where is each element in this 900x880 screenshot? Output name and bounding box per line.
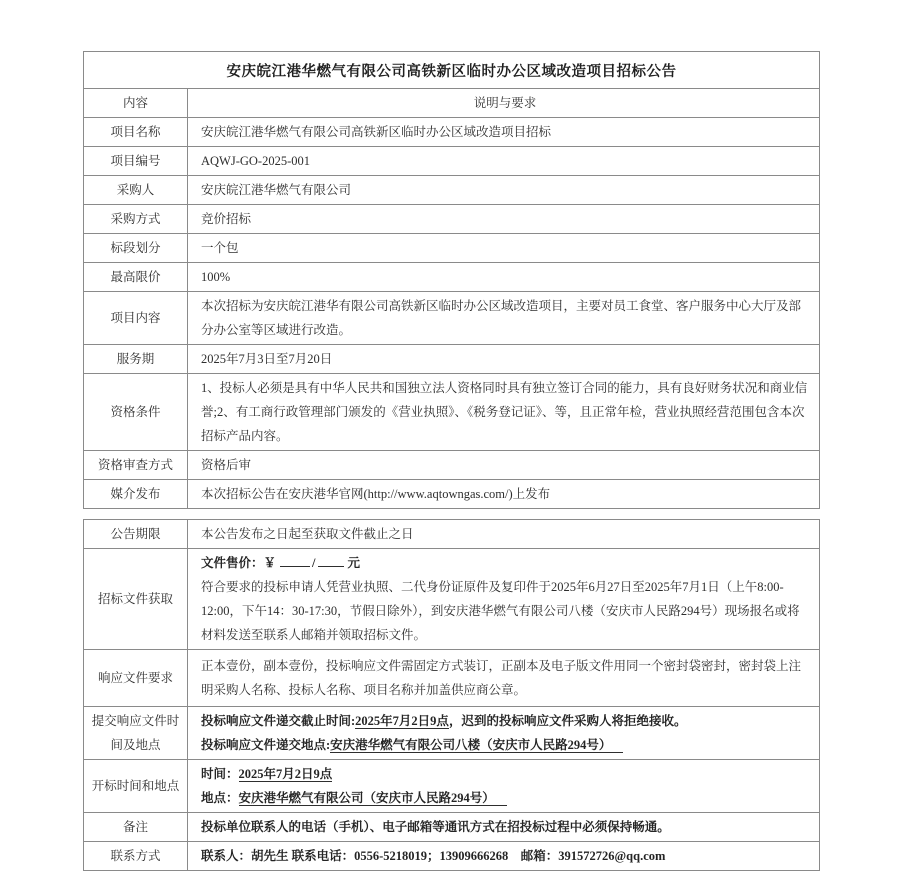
row-value: 资格后审 (188, 451, 820, 480)
bid-announcement-table (83, 51, 820, 509)
doc-price-line (201, 551, 809, 575)
row-label: 媒介发布 (84, 480, 188, 509)
row-qual-review-method (84, 451, 820, 480)
submit-deadline-prefix: 投标响应文件递交截止时间: (201, 714, 356, 728)
submit-deadline-value: 2025年7月2日9点 (355, 714, 449, 728)
row-label: 提交响应文件时间及地点 (84, 707, 188, 760)
price-blank-1 (280, 554, 310, 567)
row-value: 本次招标为安庆皖江港华有限公司高铁新区临时办公区域改造项目，主要对员工食堂、客户服务中心大厅及部分办公室等区域进行改造。 (188, 292, 820, 345)
bid-details-table (83, 519, 820, 871)
row-opening-time-place (84, 760, 820, 813)
table-gap (83, 509, 819, 519)
submit-place-value: 安庆港华燃气有限公司八楼（安庆市人民路294号） (330, 738, 623, 753)
row-value (188, 549, 820, 650)
row-label: 服务期 (84, 345, 188, 374)
submit-deadline-suffix: ，迟到的投标响应文件采购人将拒绝接收。 (448, 714, 687, 728)
header-desc-label: 说明与要求 (188, 89, 820, 118)
row-value (188, 707, 820, 760)
row-label: 采购人 (84, 176, 188, 205)
table1-header-row (84, 89, 820, 118)
row-label: 项目名称 (84, 118, 188, 147)
submit-place-prefix: 投标响应文件递交地点: (201, 738, 331, 752)
document-page (83, 51, 819, 871)
row-max-price (84, 263, 820, 292)
row-value (188, 760, 820, 813)
document-title: 安庆皖江港华燃气有限公司高铁新区临时办公区域改造项目招标公告 (84, 52, 820, 89)
row-label: 公告期限 (84, 520, 188, 549)
row-project-number (84, 147, 820, 176)
row-value: 2025年7月3日至7月20日 (188, 345, 820, 374)
row-value: 正本壹份，副本壹份，投标响应文件需固定方式装订，正副本及电子版文件用同一个密封袋密封，密封袋上注明采购人名称、投标人名称、项目名称并加盖供应商公章。 (188, 650, 820, 707)
row-value: 100% (188, 263, 820, 292)
row-announce-period (84, 520, 820, 549)
row-value: 1、投标人必须是具有中华人民共和国独立法人资格同时具有独立签订合同的能力，具有良好财务状况和商业信誉;2、有工商行政管理部门颁发的《营业执照》、《税务登记证》、等，且正常年检，营业执照经营范围包含本次招标产品内容。 (188, 374, 820, 451)
row-purchaser (84, 176, 820, 205)
opening-place-line (201, 786, 809, 810)
row-media-publish (84, 480, 820, 509)
row-label: 招标文件获取 (84, 549, 188, 650)
row-project-content (84, 292, 820, 345)
header-content-label: 内容 (84, 89, 188, 118)
opening-place-value: 安庆港华燃气有限公司（安庆市人民路294号） (239, 791, 507, 806)
opening-place-prefix: 地点： (201, 791, 239, 805)
row-value: 竞价招标 (188, 205, 820, 234)
price-blank-2 (318, 554, 344, 567)
title-row (84, 52, 820, 89)
row-label: 备注 (84, 813, 188, 842)
row-label: 项目编号 (84, 147, 188, 176)
price-slash: / (312, 556, 316, 570)
row-value: AQWJ-GO-2025-001 (188, 147, 820, 176)
row-value: 投标单位联系人的电话（手机）、电子邮箱等通讯方式在招投标过程中必须保持畅通。 (188, 813, 820, 842)
opening-time-line (201, 762, 809, 786)
row-section-division (84, 234, 820, 263)
row-qualification (84, 374, 820, 451)
row-label: 响应文件要求 (84, 650, 188, 707)
opening-time-prefix: 时间： (201, 767, 239, 781)
row-label: 联系方式 (84, 842, 188, 871)
row-response-requirement (84, 650, 820, 707)
doc-obtain-paragraph: 符合要求的投标申请人凭营业执照、二代身份证原件及复印件于2025年6月27日至2025年7月1日（上午8:00-12:00，下午14：30-17:30，节假日除外），到安庆港华燃气有限公司八楼（安庆市人民路294号）现场报名或将材料发送至联系人邮箱并领取招标文件。 (201, 580, 800, 642)
row-submit-time-place (84, 707, 820, 760)
row-value: 安庆皖江港华燃气有限公司高铁新区临时办公区域改造项目招标 (188, 118, 820, 147)
row-label: 资格审查方式 (84, 451, 188, 480)
row-label: 标段划分 (84, 234, 188, 263)
row-value: 联系人：胡先生 联系电话：0556-5218019；13909666268 邮箱：391572726@qq.com (188, 842, 820, 871)
row-project-name (84, 118, 820, 147)
row-remark (84, 813, 820, 842)
row-value: 本公告发布之日起至获取文件截止之日 (188, 520, 820, 549)
row-service-period (84, 345, 820, 374)
row-label: 采购方式 (84, 205, 188, 234)
price-prefix: 文件售价：￥ (201, 556, 277, 570)
row-value: 安庆皖江港华燃气有限公司 (188, 176, 820, 205)
row-label: 最高限价 (84, 263, 188, 292)
price-suffix: 元 (347, 556, 361, 570)
row-value: 一个包 (188, 234, 820, 263)
row-label: 项目内容 (84, 292, 188, 345)
row-purchase-method (84, 205, 820, 234)
row-label: 资格条件 (84, 374, 188, 451)
submit-deadline-line (201, 709, 809, 733)
row-value: 本次招标公告在安庆港华官网(http://www.aqtowngas.com/)上发布 (188, 480, 820, 509)
submit-place-line (201, 733, 809, 757)
row-contact (84, 842, 820, 871)
row-doc-obtain (84, 549, 820, 650)
opening-time-value: 2025年7月2日9点 (238, 767, 333, 781)
row-label: 开标时间和地点 (84, 760, 188, 813)
